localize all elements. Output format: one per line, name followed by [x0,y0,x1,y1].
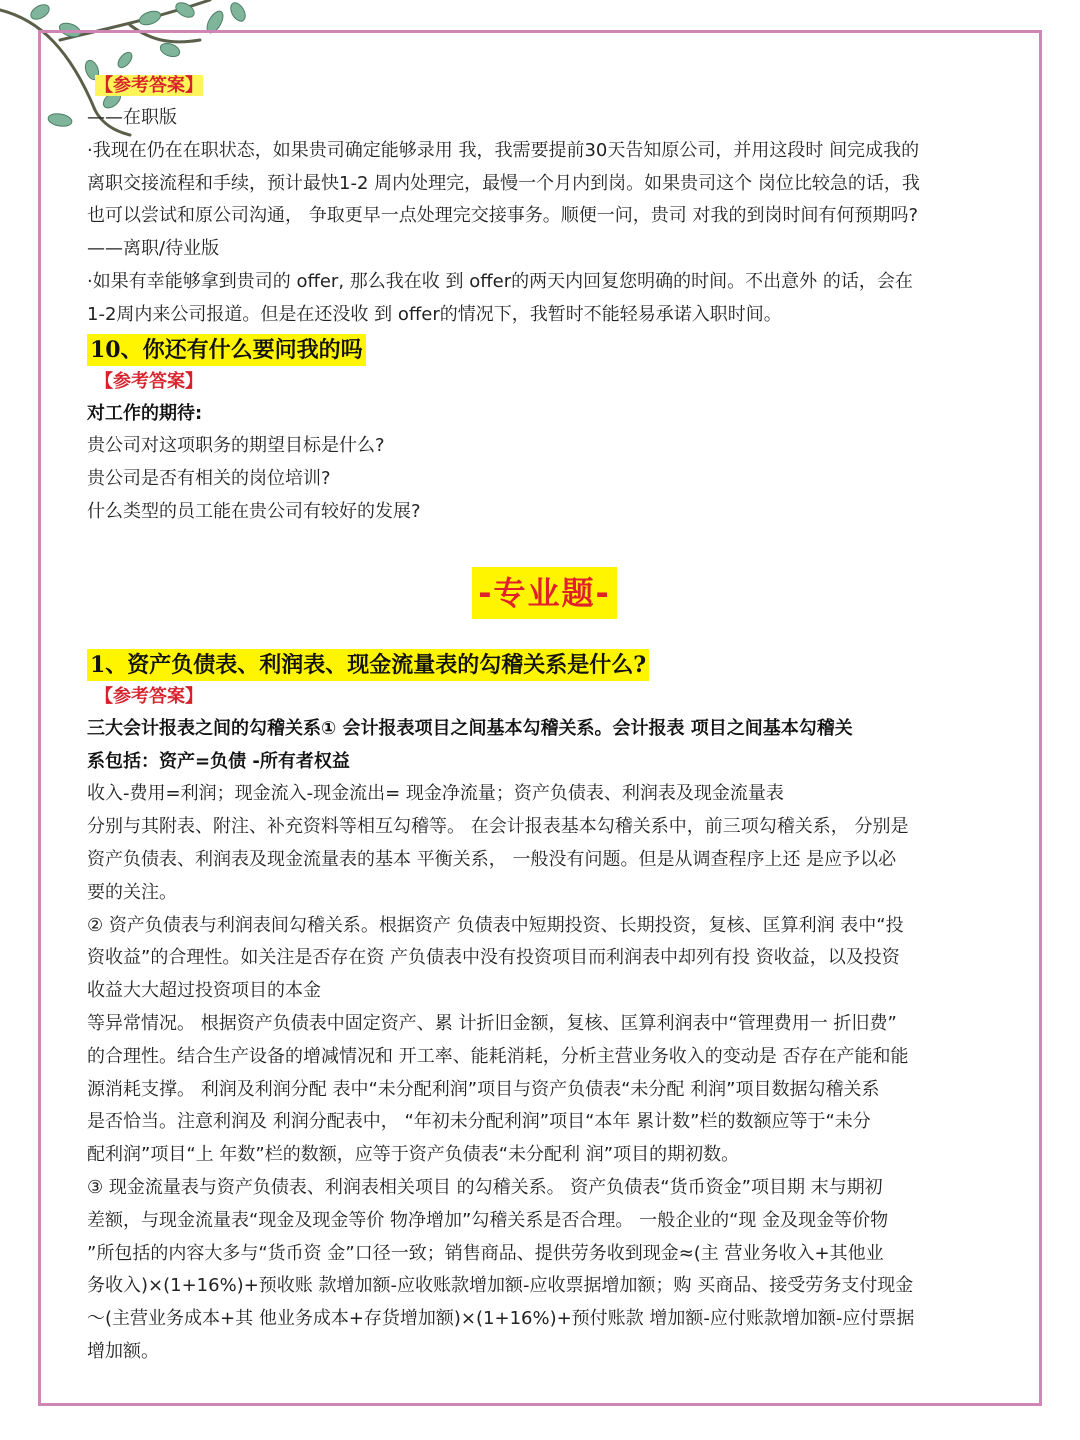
text-line: 要的关注。 [87,881,177,903]
text-line: 等异常情况。 根据资产负债表中固定资产、累 计折旧金额，复核、匡算利润表中“管理费用一 折旧费” [87,1012,897,1034]
text-line: 离职交接流程和手续，预计最快1-2 周内处理完，最慢一个月内到岗。如果贵司这个 岗位比较急的话，我 [87,172,920,194]
bold-line: 三大会计报表之间的勾稽关系① 会计报表项目之间基本勾稽关系。会计报表 项目之间基本勾稽关 [87,717,853,739]
text-line: 1-2周内来公司报道。但是在还没收 到 offer的情况下，我暂时不能轻易承诺入职时间。 [87,303,782,325]
text-line: 增加额。 [87,1340,159,1362]
text-line: 收益大大超过投资项目的本金 [87,980,321,1002]
section-title: -专业题- [472,567,617,619]
answer-tag: 【参考答案】 [95,370,203,392]
text-line: 配利润”项目“上 年数”栏的数额，应等于资产负债表“未分配利 润”项目的期初数。 [87,1144,740,1166]
text-line: ③ 现金流量表与资产负债表、利润表相关项目 的勾稽关系。 资产负债表“货币资金”项目期 末与期初 [87,1176,883,1198]
answer-tag: 【参考答案】 [95,685,203,707]
text-line: 的合理性。结合生产设备的增减情况和 开工率、能耗消耗，分析主营业务收入的变动是 否存在产能和能 [87,1045,909,1067]
question-heading: 10、你还有什么要问我的吗 [87,334,366,366]
text-line: 分别与其附表、附注、补充资料等相互勾稽等。 在会计报表基本勾稽关系中，前三项勾稽关系， 分别是 [87,816,909,838]
text-line: 差额，与现金流量表“现金及现金等价 物净增加”勾稽关系是否合理。 一般企业的“现 金及现金等价物 [87,1209,889,1231]
question-heading: 1、资产负债表、利润表、现金流量表的勾稽关系是什么? [87,649,649,681]
text-line: ·我现在仍在在职状态，如果贵司确定能够录用 我，我需要提前30天告知原公司，并用这段时 间完成我的 [87,139,920,161]
text-line: 也可以尝试和原公司沟通， 争取更早一点处理完交接事务。顺便一问，贵司 对我的到岗时间有何预期吗? [87,205,918,227]
text-line: 资收益”的合理性。如关注是否存在资 产负债表中没有投资项目而利润表中却列有投 资收益，以及投资 [87,947,900,969]
text-line: 资产负债表、利润表及现金流量表的基本 平衡关系， 一般没有问题。但是从调查程序上还 是应予以必 [87,848,897,870]
bold-line: 系包括：资产=负债 -所有者权益 [87,750,350,772]
text-line: 是否恰当。注意利润及 利润分配表中， “年初未分配利润”项目“本年 累计数”栏的数额应等于“未分 [87,1111,871,1133]
text-line: ·如果有幸能够拿到贵司的 offer, 那么我在收 到 offer的两天内回复您明确的时间。不出意外 的话，会在 [87,270,913,292]
text-line: 收入-费用=利润；现金流入-现金流出= 现金净流量；资产负债表、利润表及现金流量表 [87,783,784,805]
subheading: 对工作的期待: [87,402,203,424]
text-line: ”所包括的内容大多与“货币资 金”口径一致；销售商品、提供劳务收到现金≈(主 营业务收入+其他业 [87,1242,884,1264]
text-line: ～(主营业务成本+其 他业务成本+存货增加额)×(1+16%)+预付账款 增加额-应付账款增加额-应付票据 [87,1308,915,1330]
text-line: ② 资产负债表与利润表间勾稽关系。根据资产 负债表中短期投资、长期投资，复核、匡算利润 表中“投 [87,914,904,936]
list-item: 贵公司对这项职务的期望目标是什么? [87,435,385,457]
text-line: 源消耗支撑。 利润及利润分配 表中“未分配利润”项目与资产负债表“未分配 利润”项目数据勾稽关系 [87,1078,880,1100]
unemployed-label: ——离职/待业版 [87,238,220,260]
answer-tag: 【参考答案】 [95,75,203,96]
list-item: 贵公司是否有相关的岗位培训? [87,468,331,490]
employed-label: ——在职版 [87,107,177,128]
text-line: 务收入)×(1+16%)+预收账 款增加额-应收账款增加额-应收票据增加额；购 买商品、接受劳务支付现金 [87,1275,914,1297]
list-item: 什么类型的员工能在贵公司有较好的发展? [87,500,421,522]
article-content [87,70,1002,1369]
